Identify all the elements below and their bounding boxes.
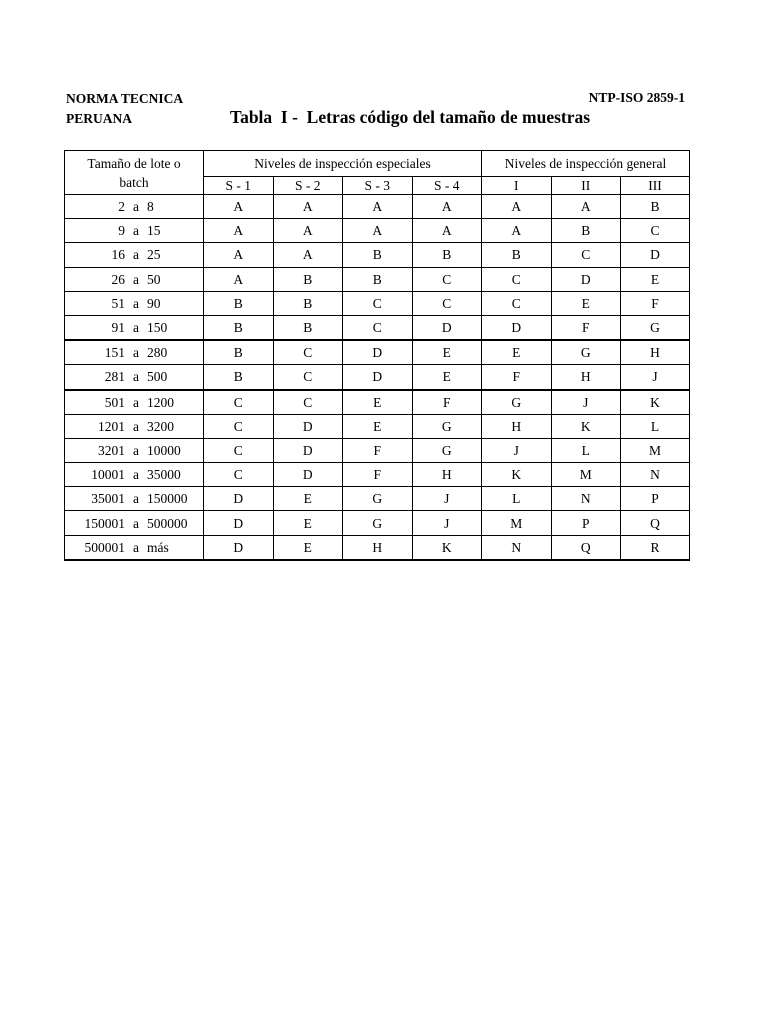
code-letter-cell: A [204,219,274,243]
code-letter-cell: M [621,438,690,462]
lot-size-from: 91 [111,320,125,336]
code-letter-cell: C [343,291,413,315]
code-letter-cell: C [273,340,343,365]
lot-size-cell [65,414,204,438]
code-letter-cell: B [273,291,343,315]
code-letter-cell: G [412,438,482,462]
code-letter-cell: K [412,535,482,560]
code-letter-cell: A [343,219,413,243]
code-letter-cell: C [621,219,690,243]
code-letter-cell: H [412,463,482,487]
lot-size-to: 10000 [147,442,181,458]
code-letter-cell: N [621,463,690,487]
column-header-s3: S - 3 [343,177,413,195]
lot-size-cell [65,511,204,535]
code-letter-cell: F [482,365,552,390]
code-letter-cell: E [621,267,690,291]
code-letter-cell: E [412,340,482,365]
lot-size-cell [65,243,204,267]
table-row [65,243,690,267]
code-letter-cell: B [482,243,552,267]
lot-size-cell [65,365,204,390]
code-letter-cell: J [621,365,690,390]
lot-size-to: 35000 [147,467,181,483]
lot-size-cell [65,291,204,315]
code-letter-cell: P [551,511,621,535]
column-header-i: I [482,177,552,195]
code-letter-cell: A [482,195,552,219]
lot-size-to: 50 [147,271,161,287]
code-letter-cell: B [273,267,343,291]
lot-size-cell [65,535,204,560]
sample-size-code-table [64,150,690,561]
code-letter-cell: D [482,315,552,340]
lot-size-separator: a [133,467,139,483]
code-letter-cell: C [204,390,274,415]
lot-size-from: 10001 [91,467,125,483]
lot-size-separator: a [133,515,139,531]
lot-size-to: 8 [147,199,154,215]
code-letter-cell: F [343,463,413,487]
code-letter-cell: C [482,291,552,315]
code-letter-cell: G [621,315,690,340]
code-letter-cell: L [482,487,552,511]
code-letter-cell: C [204,463,274,487]
code-letter-cell: B [412,243,482,267]
code-letter-cell: E [551,291,621,315]
code-letter-cell: C [204,438,274,462]
lot-size-cell [65,315,204,340]
table-row [65,340,690,365]
code-letter-cell: C [412,267,482,291]
lot-size-to: 25 [147,247,161,263]
code-letter-cell: E [343,414,413,438]
code-letter-cell: K [551,414,621,438]
column-header-iii: III [621,177,690,195]
code-letter-cell: E [412,365,482,390]
lot-size-cell [65,340,204,365]
code-letter-cell: F [551,315,621,340]
lot-size-from: 1201 [98,418,125,434]
code-letter-cell: M [482,511,552,535]
code-letter-cell: K [482,463,552,487]
code-letter-cell: D [343,365,413,390]
table-row [65,535,690,560]
lot-size-to: más [147,539,169,555]
standard-name-line1: NORMA TECNICA [66,91,184,106]
code-letter-cell: D [204,535,274,560]
code-letter-cell: J [412,511,482,535]
column-header-s2: S - 2 [273,177,343,195]
code-letter-cell: E [343,390,413,415]
code-letter-cell: C [273,390,343,415]
standard-name-line2: PERUANA [66,111,132,126]
lot-size-separator: a [133,369,139,385]
lot-size-from: 9 [118,223,125,239]
code-letter-cell: L [551,438,621,462]
code-letter-cell: D [204,511,274,535]
table-row [65,487,690,511]
code-letter-cell: M [551,463,621,487]
code-letter-cell: G [343,487,413,511]
code-letter-cell: B [621,195,690,219]
code-letter-cell: G [551,340,621,365]
code-letter-cell: R [621,535,690,560]
code-letter-cell: C [343,315,413,340]
lot-size-header [65,151,204,195]
table-row [65,219,690,243]
code-letter-cell: D [551,267,621,291]
standard-name [66,89,183,129]
code-letter-cell: A [412,219,482,243]
code-letter-cell: F [343,438,413,462]
lot-size-from: 26 [111,271,125,287]
code-letter-cell: B [343,267,413,291]
lot-size-from: 500001 [84,539,125,555]
lot-size-cell [65,219,204,243]
lot-size-cell [65,438,204,462]
lot-size-from: 151 [104,345,125,361]
code-letter-cell: B [273,315,343,340]
lot-size-separator: a [133,199,139,215]
lot-size-from: 16 [111,247,125,263]
code-letter-cell: J [412,487,482,511]
code-letter-cell: A [482,219,552,243]
code-letter-cell: C [412,291,482,315]
lot-size-cell [65,267,204,291]
code-letter-cell: A [551,195,621,219]
lot-size-from: 150001 [84,515,125,531]
code-letter-cell: A [204,195,274,219]
lot-size-from: 281 [104,369,125,385]
lot-size-cell [65,195,204,219]
code-letter-cell: D [621,243,690,267]
code-letter-cell: D [273,438,343,462]
lot-size-separator: a [133,394,139,410]
code-letter-cell: F [621,291,690,315]
lot-size-from: 501 [104,394,125,410]
code-letter-cell: P [621,487,690,511]
code-letter-cell: C [204,414,274,438]
lot-size-separator: a [133,295,139,311]
code-letter-cell: B [204,291,274,315]
column-header-s1: S - 1 [204,177,274,195]
lot-size-to: 150000 [147,491,188,507]
lot-size-to: 3200 [147,418,174,434]
lot-size-from: 3201 [98,442,125,458]
table-row [65,291,690,315]
code-letter-cell: A [273,243,343,267]
lot-size-cell [65,487,204,511]
lot-size-to: 1200 [147,394,174,410]
page-title: Tabla I - Letras código del tamaño de muestras [230,107,591,127]
table-row [65,438,690,462]
code-letter-cell: A [412,195,482,219]
code-letter-cell: J [551,390,621,415]
code-letter-cell: D [412,315,482,340]
code-letter-cell: A [273,195,343,219]
lot-size-to: 15 [147,223,161,239]
code-letter-cell: B [343,243,413,267]
code-letter-cell: B [551,219,621,243]
lot-size-from: 2 [118,199,125,215]
code-letter-cell: E [273,511,343,535]
table-row [65,315,690,340]
lot-size-separator: a [133,345,139,361]
code-letter-cell: A [204,243,274,267]
code-letter-cell: G [343,511,413,535]
table-row [65,463,690,487]
lot-size-cell [65,390,204,415]
code-letter-cell: G [482,390,552,415]
code-letter-cell: F [412,390,482,415]
code-letter-cell: C [273,365,343,390]
code-letter-cell: D [273,463,343,487]
code-letter-cell: H [551,365,621,390]
lot-size-separator: a [133,223,139,239]
table-row [65,390,690,415]
column-header-ii: II [551,177,621,195]
lot-size-to: 280 [147,345,168,361]
table-row [65,267,690,291]
code-letter-cell: C [551,243,621,267]
code-letter-cell: D [273,414,343,438]
code-letter-cell: N [551,487,621,511]
lot-size-separator: a [133,491,139,507]
lot-size-to: 500 [147,369,168,385]
lot-size-separator: a [133,247,139,263]
lot-size-from: 51 [111,295,125,311]
code-letter-cell: J [482,438,552,462]
code-letter-cell: D [204,487,274,511]
table-row [65,195,690,219]
table-row [65,511,690,535]
lot-size-separator: a [133,320,139,336]
lot-size-header-line2: batch [119,174,149,190]
lot-size-to: 500000 [147,515,188,531]
code-letter-cell: B [204,365,274,390]
code-letter-cell: E [273,487,343,511]
code-letter-cell: E [482,340,552,365]
code-letter-cell: L [621,414,690,438]
code-letter-cell: Q [621,511,690,535]
code-letter-cell: N [482,535,552,560]
lot-size-separator: a [133,418,139,434]
code-letter-cell: B [204,315,274,340]
lot-size-to: 150 [147,320,168,336]
table-row [65,365,690,390]
code-letter-cell: H [621,340,690,365]
lot-size-cell [65,463,204,487]
code-letter-cell: A [204,267,274,291]
code-letter-cell: Q [551,535,621,560]
standard-code: NTP-ISO 2859-1 [588,90,685,105]
table-row [65,414,690,438]
code-letter-cell: H [482,414,552,438]
code-letter-cell: H [343,535,413,560]
table-body [65,195,690,560]
general-levels-header: Niveles de inspección general [482,151,690,177]
lot-size-from: 35001 [91,491,125,507]
lot-size-to: 90 [147,295,161,311]
code-letter-cell: E [273,535,343,560]
lot-size-separator: a [133,442,139,458]
code-letter-cell: D [343,340,413,365]
special-levels-header: Niveles de inspección especiales [204,151,482,177]
column-header-s4: S - 4 [412,177,482,195]
code-letter-cell: B [204,340,274,365]
code-letter-cell: A [273,219,343,243]
code-letter-cell: A [343,195,413,219]
code-letter-cell: G [412,414,482,438]
lot-size-separator: a [133,271,139,287]
code-letter-cell: C [482,267,552,291]
lot-size-separator: a [133,539,139,555]
lot-size-header-line1: Tamaño de lote o [87,155,181,171]
code-letter-cell: K [621,390,690,415]
